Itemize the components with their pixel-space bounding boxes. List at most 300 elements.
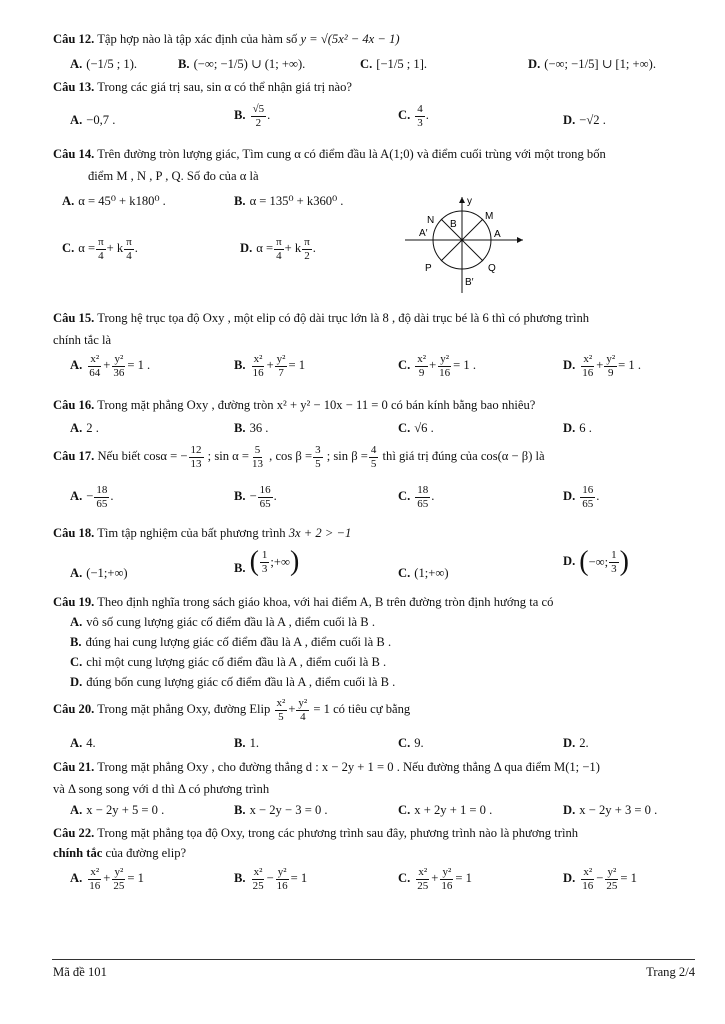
- option-label: D.: [240, 241, 253, 256]
- denominator: 65: [582, 497, 594, 510]
- fraction: [275, 697, 288, 723]
- option-text: α = 45⁰ + k180⁰ .: [78, 194, 166, 208]
- numerator: 5: [254, 444, 261, 456]
- y-axis-arrow: [459, 197, 465, 203]
- numerator: x²: [418, 866, 428, 878]
- option-b[interactable]: [234, 802, 328, 818]
- option-a[interactable]: [70, 484, 114, 510]
- option-label: C.: [398, 358, 411, 373]
- option-label: B.: [234, 803, 246, 817]
- question-text: Trong các giá trị sau, sin α có thể nhận giá trị nào?: [97, 80, 353, 94]
- fraction: [415, 103, 425, 129]
- denominator: 16: [439, 366, 451, 379]
- option-text: đúng hai cung lượng giác cố điểm đầu là A , điểm cuối là B .: [85, 635, 392, 649]
- numerator: 1: [261, 548, 268, 561]
- option-d[interactable]: D. $\frac{\text{x²}}{16}$ + $\frac{\text{y²}}{9}$ = 1 .: [563, 353, 642, 379]
- paren-open: (: [579, 546, 589, 577]
- option-b[interactable]: [70, 634, 391, 650]
- question-number: Câu 22.: [53, 826, 95, 840]
- option-text: 2.: [579, 736, 589, 750]
- numerator: y²: [114, 353, 124, 365]
- fraction: [258, 484, 273, 510]
- question-text: Trên đường tròn lượng giác, Tìm cung α có điểm đầu là A(1;0) và điểm cuối trùng với một trong bốn: [97, 147, 606, 161]
- option-label: B.: [70, 635, 82, 649]
- option-text: (1;+∞): [414, 566, 449, 580]
- option-b[interactable]: [234, 103, 270, 129]
- denominator: 9: [608, 366, 614, 379]
- option-a[interactable]: [70, 112, 115, 128]
- denominator: 4: [126, 249, 132, 262]
- option-c[interactable]: [62, 236, 138, 262]
- option-label: C.: [70, 655, 83, 669]
- option-label: A.: [70, 489, 83, 504]
- fraction: [87, 866, 102, 892]
- question-text-line2: và Δ song song với d thì Δ có phương trình: [53, 782, 270, 796]
- numerator: x²: [583, 353, 593, 365]
- option-tail: .: [110, 489, 114, 504]
- denominator: 3: [417, 116, 423, 129]
- option-text: √6 .: [414, 421, 434, 435]
- option-label: A.: [70, 615, 83, 629]
- numerator: 16: [259, 484, 271, 496]
- option-label: D.: [563, 489, 576, 504]
- option-b[interactable]: [234, 193, 343, 209]
- option-label: D.: [563, 553, 576, 568]
- denominator: 25: [417, 879, 429, 892]
- option-d[interactable]: [528, 56, 656, 72]
- option-c[interactable]: C. $\frac{\text{x²}}{9}$ + $\frac{\text{y²}}{16}$ = 1 .: [398, 353, 477, 379]
- option-prefix: −∞;: [588, 554, 609, 569]
- fraction: [437, 353, 452, 379]
- question-number: Câu 20.: [53, 702, 95, 717]
- operator: −: [266, 871, 274, 886]
- denominator: 7: [278, 366, 284, 379]
- question-19: [53, 594, 553, 610]
- option-prefix: α =: [78, 241, 96, 256]
- option-label: B.: [234, 736, 246, 750]
- label-m: M: [485, 211, 494, 222]
- option-tail: = 1: [620, 871, 637, 886]
- label-q: Q: [488, 263, 496, 274]
- question-text: = 1 có tiêu cự bằng: [313, 702, 411, 717]
- option-text: x + 2y + 1 = 0 .: [414, 803, 493, 817]
- fraction: [369, 444, 379, 470]
- option-label: B.: [234, 108, 246, 123]
- numerator: x²: [417, 353, 427, 365]
- question-text: ; sin α =: [207, 449, 250, 464]
- fraction: [296, 697, 309, 723]
- option-label: A.: [70, 113, 83, 127]
- fraction: [275, 866, 290, 892]
- denominator: 25: [252, 879, 264, 892]
- option-b[interactable]: [234, 548, 299, 576]
- option-text: 9.: [414, 736, 424, 750]
- option-label: B.: [234, 358, 246, 373]
- option-text: [−1/5 ; 1].: [376, 57, 428, 71]
- option-label: A.: [70, 803, 83, 817]
- numerator: 18: [96, 484, 108, 496]
- option-b[interactable]: [234, 484, 277, 510]
- option-label: B.: [234, 871, 246, 886]
- option-text: 1.: [249, 736, 260, 750]
- option-label: D.: [563, 871, 576, 886]
- x-axis-arrow: [517, 237, 523, 243]
- numerator: y²: [606, 353, 616, 365]
- option-text: −0,7 .: [86, 113, 116, 127]
- question-13: [53, 79, 352, 95]
- option-a[interactable]: [70, 735, 96, 751]
- operator: +: [103, 871, 111, 886]
- question-18: [53, 525, 351, 541]
- option-text: 6 .: [579, 421, 592, 435]
- fraction: [124, 236, 134, 262]
- question-20: Câu 20. Trong mặt phẳng Oxy, đường Elip $\frac{\text{x²}}{5}$ + $\frac{\text{y²}}{4}$ = 1 có tiêu cự bằng: [53, 697, 411, 723]
- numerator: π: [276, 236, 282, 248]
- denominator: 16: [582, 879, 594, 892]
- option-tail: .: [267, 108, 271, 123]
- fraction: [189, 444, 204, 470]
- option-label: D.: [528, 57, 541, 71]
- label-y: y: [467, 196, 472, 207]
- question-17: [53, 444, 545, 470]
- question-number: Câu 14.: [53, 147, 95, 161]
- option-label: A.: [70, 871, 83, 886]
- option-a[interactable]: [62, 193, 166, 209]
- option-tail: = 1: [288, 358, 306, 373]
- question-number: Câu 18.: [53, 526, 95, 540]
- fraction: [609, 549, 619, 575]
- label-a: A: [494, 229, 501, 240]
- option-text: 2 .: [86, 421, 99, 435]
- option-b[interactable]: [234, 420, 268, 436]
- label-b: B: [450, 219, 457, 230]
- numerator: y²: [276, 353, 286, 365]
- question-text: Trong hệ trục tọa độ Oxy , một elip có độ dài trục lớn là 8 , độ dài trục bé là 6 thì có phương trình: [97, 311, 590, 325]
- option-a[interactable]: [70, 866, 144, 892]
- denominator: 4: [300, 710, 306, 723]
- question-14: [53, 146, 606, 162]
- option-tail: .: [425, 108, 429, 123]
- operator: −: [596, 871, 604, 886]
- option-d[interactable]: [563, 420, 592, 436]
- option-label: D.: [563, 736, 576, 750]
- option-tail: = 1: [127, 871, 144, 886]
- option-label: B.: [178, 57, 190, 71]
- numerator: y²: [442, 866, 452, 878]
- question-number: Câu 15.: [53, 311, 95, 325]
- option-label: C.: [398, 736, 411, 750]
- numerator: π: [126, 236, 132, 248]
- option-d[interactable]: [563, 548, 629, 576]
- question-text-line2: điểm M , N , P , Q. Số đo của α là: [88, 169, 259, 183]
- option-text: vô số cung lượng giác cố điểm đầu là A , điểm cuối là B .: [86, 615, 375, 629]
- question-text: , cos β =: [269, 449, 313, 464]
- option-tail: .: [273, 489, 277, 504]
- fraction: [580, 866, 595, 892]
- option-c[interactable]: [398, 484, 434, 510]
- numerator: 12: [190, 444, 202, 456]
- question-16: [53, 397, 535, 413]
- numerator: y²: [607, 866, 617, 878]
- option-tail: .: [596, 489, 600, 504]
- option-label: A.: [70, 57, 83, 71]
- denominator: 3: [261, 562, 268, 575]
- numerator: y²: [114, 866, 124, 878]
- footer-divider: [52, 959, 695, 960]
- option-tail: = 1 .: [453, 358, 477, 373]
- fraction: [274, 236, 284, 262]
- option-prefix: α =: [256, 241, 274, 256]
- fraction: [302, 236, 312, 262]
- question-text: Trong mặt phẳng Oxy , đường tròn x² + y² − 10x − 11 = 0 có bán kính bằng bao nhiêu?: [97, 398, 536, 412]
- option-d[interactable]: [563, 866, 637, 892]
- option-tail: .: [312, 241, 316, 256]
- denominator: 2: [255, 116, 262, 129]
- fraction: [111, 866, 126, 892]
- fraction: [94, 484, 109, 510]
- option-label: C.: [398, 108, 411, 123]
- denominator: 25: [606, 879, 618, 892]
- option-text: 4.: [86, 736, 96, 750]
- fraction: [111, 353, 126, 379]
- numerator: π: [304, 236, 310, 248]
- question-text: Trong mặt phẳng tọa độ Oxy, trong các phương trình sau đây, phương trình nào là phương trình: [97, 826, 579, 840]
- denominator: 36: [113, 366, 125, 379]
- label-a-prime: A′: [419, 228, 428, 239]
- numerator: x²: [253, 866, 263, 878]
- option-text: 36 .: [249, 421, 269, 435]
- option-label: B.: [234, 560, 246, 575]
- denominator: 13: [190, 457, 202, 470]
- option-label: C.: [398, 489, 411, 504]
- option-label: C.: [398, 803, 411, 817]
- option-d[interactable]: [563, 802, 657, 818]
- option-b[interactable]: B. $\frac{\text{x²}}{16}$ + $\frac{\text{y²}}{7}$ = 1: [234, 353, 306, 379]
- fraction: [580, 353, 595, 379]
- operator: +: [431, 871, 439, 886]
- fraction: [604, 866, 619, 892]
- numerator: 18: [417, 484, 429, 496]
- option-b[interactable]: [234, 735, 259, 751]
- label-b-prime: B′: [465, 277, 474, 288]
- numerator: y²: [440, 353, 450, 365]
- fraction: [604, 353, 617, 379]
- fraction: [415, 866, 430, 892]
- option-text: đúng bốn cung lượng giác cố điểm đầu là A , điểm cuối là B .: [86, 675, 396, 689]
- paren-open: (: [249, 546, 259, 577]
- option-label: D.: [563, 358, 576, 373]
- question-22: [53, 825, 578, 841]
- option-text: α = 135⁰ + k360⁰ .: [249, 194, 344, 208]
- option-a[interactable]: A. $\frac{\text{x²}}{64}$ + $\frac{\text{y²}}{36}$ = 1 .: [70, 353, 151, 379]
- option-tail: ;+∞: [270, 554, 290, 569]
- option-c[interactable]: [398, 565, 449, 581]
- fraction: [580, 484, 595, 510]
- fraction: [439, 866, 454, 892]
- option-tail: .: [134, 241, 138, 256]
- option-text: x − 2y − 3 = 0 .: [249, 803, 328, 817]
- fraction: [251, 353, 266, 379]
- numerator: y²: [277, 866, 287, 878]
- option-a[interactable]: [70, 56, 137, 72]
- denominator: 5: [370, 457, 377, 470]
- label-p: P: [425, 263, 432, 274]
- option-label: D.: [70, 675, 83, 689]
- option-c[interactable]: [398, 103, 429, 129]
- numerator: x²: [276, 697, 286, 709]
- denominator: 64: [89, 366, 101, 379]
- numerator: 4: [417, 103, 423, 115]
- option-tail: = 1: [290, 871, 308, 886]
- option-text: chỉ một cung lượng giác cố điểm đầu là A , điểm cuối là B .: [86, 655, 387, 669]
- question-15: [53, 310, 589, 326]
- option-label: C.: [360, 57, 373, 71]
- option-a[interactable]: [70, 802, 164, 818]
- option-c[interactable]: [398, 866, 472, 892]
- option-label: B.: [234, 421, 246, 435]
- option-tail: = 1 .: [618, 358, 642, 373]
- question-number: Câu 19.: [53, 595, 95, 609]
- unit-circle-figure: [405, 195, 525, 295]
- option-tail: = 1 .: [127, 358, 151, 373]
- option-text: (−∞; −1/5] ∪ [1; +∞).: [544, 57, 656, 71]
- question-21: [53, 759, 600, 775]
- option-label: A.: [70, 566, 83, 580]
- option-label: C.: [62, 241, 75, 256]
- question-text: Trong mặt phẳng Oxy, đường Elip: [97, 702, 271, 717]
- option-d[interactable]: [240, 236, 316, 262]
- option-label: B.: [234, 194, 246, 208]
- option-a[interactable]: [70, 420, 99, 436]
- denominator: 25: [113, 879, 125, 892]
- fraction: [251, 866, 266, 892]
- option-label: C.: [398, 421, 411, 435]
- option-d[interactable]: [70, 674, 395, 690]
- option-label: C.: [398, 566, 411, 580]
- option-c[interactable]: [70, 654, 386, 670]
- option-b[interactable]: [234, 866, 307, 892]
- option-tail: .: [431, 489, 435, 504]
- footer-exam-code: Mã đề 101: [53, 965, 107, 979]
- numerator: x²: [253, 353, 263, 365]
- numerator: 1: [611, 548, 617, 561]
- option-text: (−∞; −1/5) ∪ (1; +∞).: [193, 57, 306, 71]
- option-c[interactable]: [360, 56, 427, 72]
- option-b[interactable]: [178, 56, 305, 72]
- denominator: 16: [582, 366, 594, 379]
- option-tail: = 1: [455, 871, 472, 886]
- denominator: 3: [611, 562, 617, 575]
- option-label: A.: [62, 194, 75, 208]
- option-label: A.: [70, 358, 83, 373]
- question-text-line2: chính tắc là: [53, 333, 112, 347]
- denominator: 4: [98, 249, 104, 262]
- footer-page-number: Trang 2/4: [646, 965, 695, 979]
- denominator: 2: [304, 249, 310, 262]
- question-number: Câu 12.: [53, 32, 95, 46]
- numerator: 4: [370, 444, 377, 456]
- question-text: Nếu biết cosα = −: [97, 449, 188, 464]
- denominator: 4: [276, 249, 282, 262]
- question-expression: y = √(5x² − 4x − 1): [300, 32, 400, 46]
- option-text: (−1;+∞): [86, 566, 128, 580]
- numerator: x²: [583, 866, 593, 878]
- denominator: 65: [417, 497, 429, 510]
- fraction: [87, 353, 102, 379]
- fraction: [415, 353, 428, 379]
- option-mid: + k: [284, 241, 302, 256]
- question-text-line2: [53, 845, 186, 861]
- denominator: 16: [89, 879, 101, 892]
- question-number: Câu 13.: [53, 80, 95, 94]
- option-text: x − 2y + 3 = 0 .: [579, 803, 658, 817]
- denominator: 16: [252, 366, 264, 379]
- paren-close: ): [619, 546, 629, 577]
- option-d[interactable]: [563, 735, 589, 751]
- fraction: [96, 236, 106, 262]
- numerator: x²: [90, 866, 100, 878]
- option-label: D.: [563, 421, 576, 435]
- option-sign: −: [86, 489, 94, 504]
- question-text: của đường elip?: [105, 846, 187, 860]
- denominator: 16: [441, 879, 453, 892]
- fraction: [250, 444, 265, 470]
- question-number: Câu 17.: [53, 449, 95, 464]
- denominator: 5: [278, 710, 284, 723]
- option-a[interactable]: [70, 614, 375, 630]
- question-text: Tập hợp nào là tập xác định của hàm số: [97, 32, 298, 46]
- option-text: (−1/5 ; 1).: [86, 57, 138, 71]
- paren-close: ): [289, 546, 300, 577]
- question-number: Câu 21.: [53, 760, 95, 774]
- numerator: y²: [298, 697, 308, 709]
- option-mid: + k: [106, 241, 124, 256]
- numerator: 3: [315, 444, 321, 456]
- denominator: 65: [96, 497, 108, 510]
- fraction: [260, 549, 270, 575]
- option-label: A.: [70, 736, 83, 750]
- option-d[interactable]: [563, 484, 599, 510]
- option-text: −√2 .: [579, 113, 606, 127]
- question-number: Câu 16.: [53, 398, 95, 412]
- option-label: B.: [234, 489, 246, 504]
- numerator: √5: [252, 103, 265, 115]
- question-text: Trong mặt phẳng Oxy , cho đường thẳng d : x − 2y + 1 = 0 . Nếu đường thẳng Δ qua điểm M(1; −1): [97, 760, 600, 774]
- denominator: 13: [252, 457, 264, 470]
- question-expression: 3x + 2 > −1: [288, 526, 352, 540]
- denominator: 16: [276, 879, 288, 892]
- fraction: [313, 444, 323, 470]
- denominator: 5: [315, 457, 321, 470]
- label-n: N: [427, 215, 435, 226]
- option-label: D.: [563, 113, 576, 127]
- fraction: [275, 353, 288, 379]
- numerator: x²: [90, 353, 100, 365]
- numerator: π: [98, 236, 104, 248]
- denominator: 65: [259, 497, 271, 510]
- option-c[interactable]: [398, 420, 434, 436]
- option-c[interactable]: [398, 802, 492, 818]
- question-text: Tìm tập nghiệm của bất phương trình: [97, 526, 286, 540]
- option-a[interactable]: [70, 565, 128, 581]
- option-sign: −: [249, 489, 257, 504]
- emphasis-text: chính tắc: [53, 846, 103, 860]
- denominator: 9: [418, 366, 425, 379]
- option-d[interactable]: [563, 112, 606, 128]
- question-text: Theo định nghĩa trong sách giáo khoa, với hai điểm A, B trên đường tròn định hướng ta có: [97, 595, 554, 609]
- fraction: [251, 103, 267, 129]
- option-c[interactable]: [398, 735, 424, 751]
